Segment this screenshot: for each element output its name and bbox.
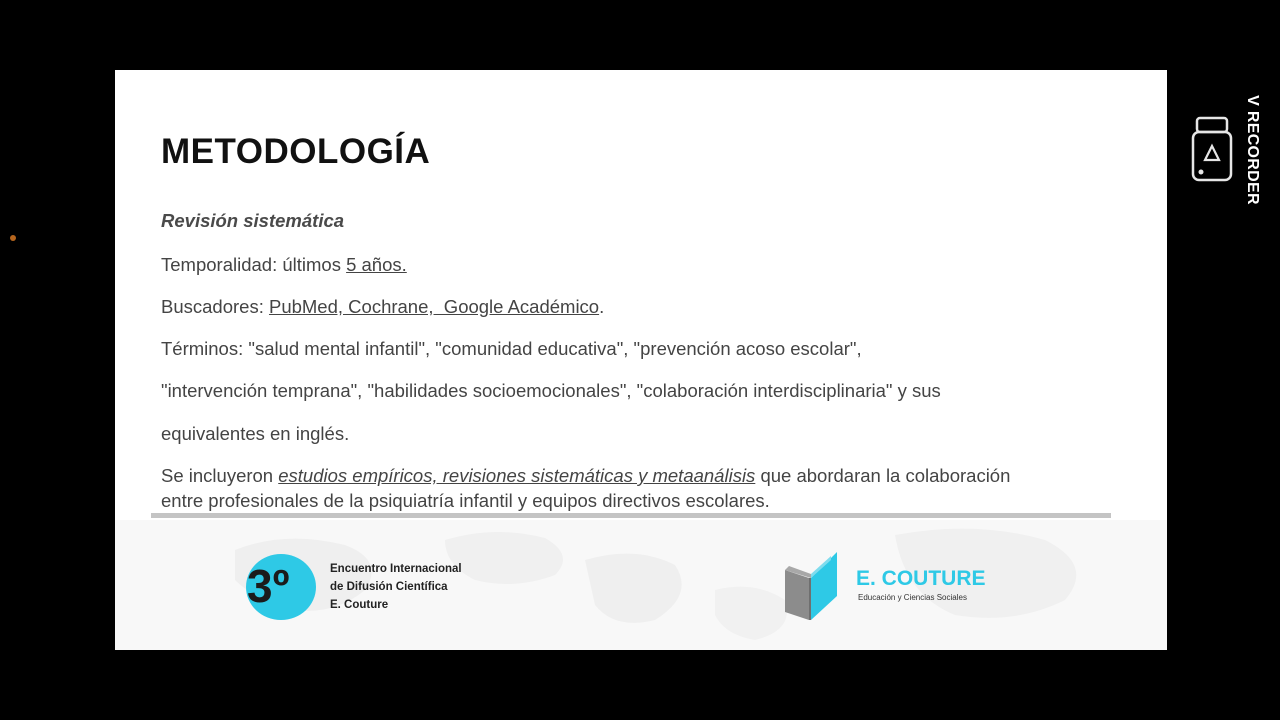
temporalidad-label: Temporalidad: últimos — [161, 254, 347, 275]
terminos-line-1: Términos: "salud mental infantil", "comunidad educativa", "prevención acoso escolar", — [161, 338, 862, 359]
event-title-line-1: Encuentro Internacional — [330, 563, 462, 575]
terminos-line-2: "intervención temprana", "habilidades socioemocionales", "colaboración interdisciplinaria" y sus — [161, 380, 941, 401]
event-edition-number: 3º — [247, 560, 290, 612]
inclusion-line-1 — [161, 465, 1010, 487]
presentation-slide — [115, 70, 1167, 650]
event-title-line-3: E. Couture — [330, 599, 389, 611]
brand-name: E. COUTURE — [856, 567, 986, 590]
buscadores-line — [161, 296, 604, 318]
buscadores-value: PubMed, Cochrane, Google Académico — [268, 296, 600, 317]
slide-subtitle: Revisión sistemática — [161, 210, 345, 231]
inclusion-suffix: que abordaran la colaboración — [755, 465, 1011, 486]
footer-divider — [151, 513, 1111, 518]
temporalidad-value: 5 años. — [346, 254, 407, 275]
inclusion-line-2: entre profesionales de la psiquiatría infantil y equipos directivos escolares. — [161, 490, 770, 511]
terminos-line-3: equivalentes en inglés. — [161, 423, 350, 444]
recorder-watermark-label: V RECORDER — [1244, 95, 1261, 205]
event-title-line-2: de Difusión Científica — [330, 581, 448, 593]
recorder-camera-icon — [1188, 90, 1278, 220]
buscadores-label: Buscadores: — [161, 296, 269, 317]
open-book-logo-icon — [781, 548, 841, 624]
inclusion-prefix: Se incluyeron — [161, 465, 279, 486]
buscadores-suffix: . — [599, 296, 605, 317]
inclusion-emphasis: estudios empíricos, revisiones sistemáticas y metaanálisis — [278, 465, 756, 486]
status-dot — [10, 235, 16, 241]
slide-title: METODOLOGÍA — [161, 132, 431, 171]
brand-tagline: Educación y Ciencias Sociales — [858, 593, 967, 602]
temporalidad-line — [161, 254, 407, 276]
